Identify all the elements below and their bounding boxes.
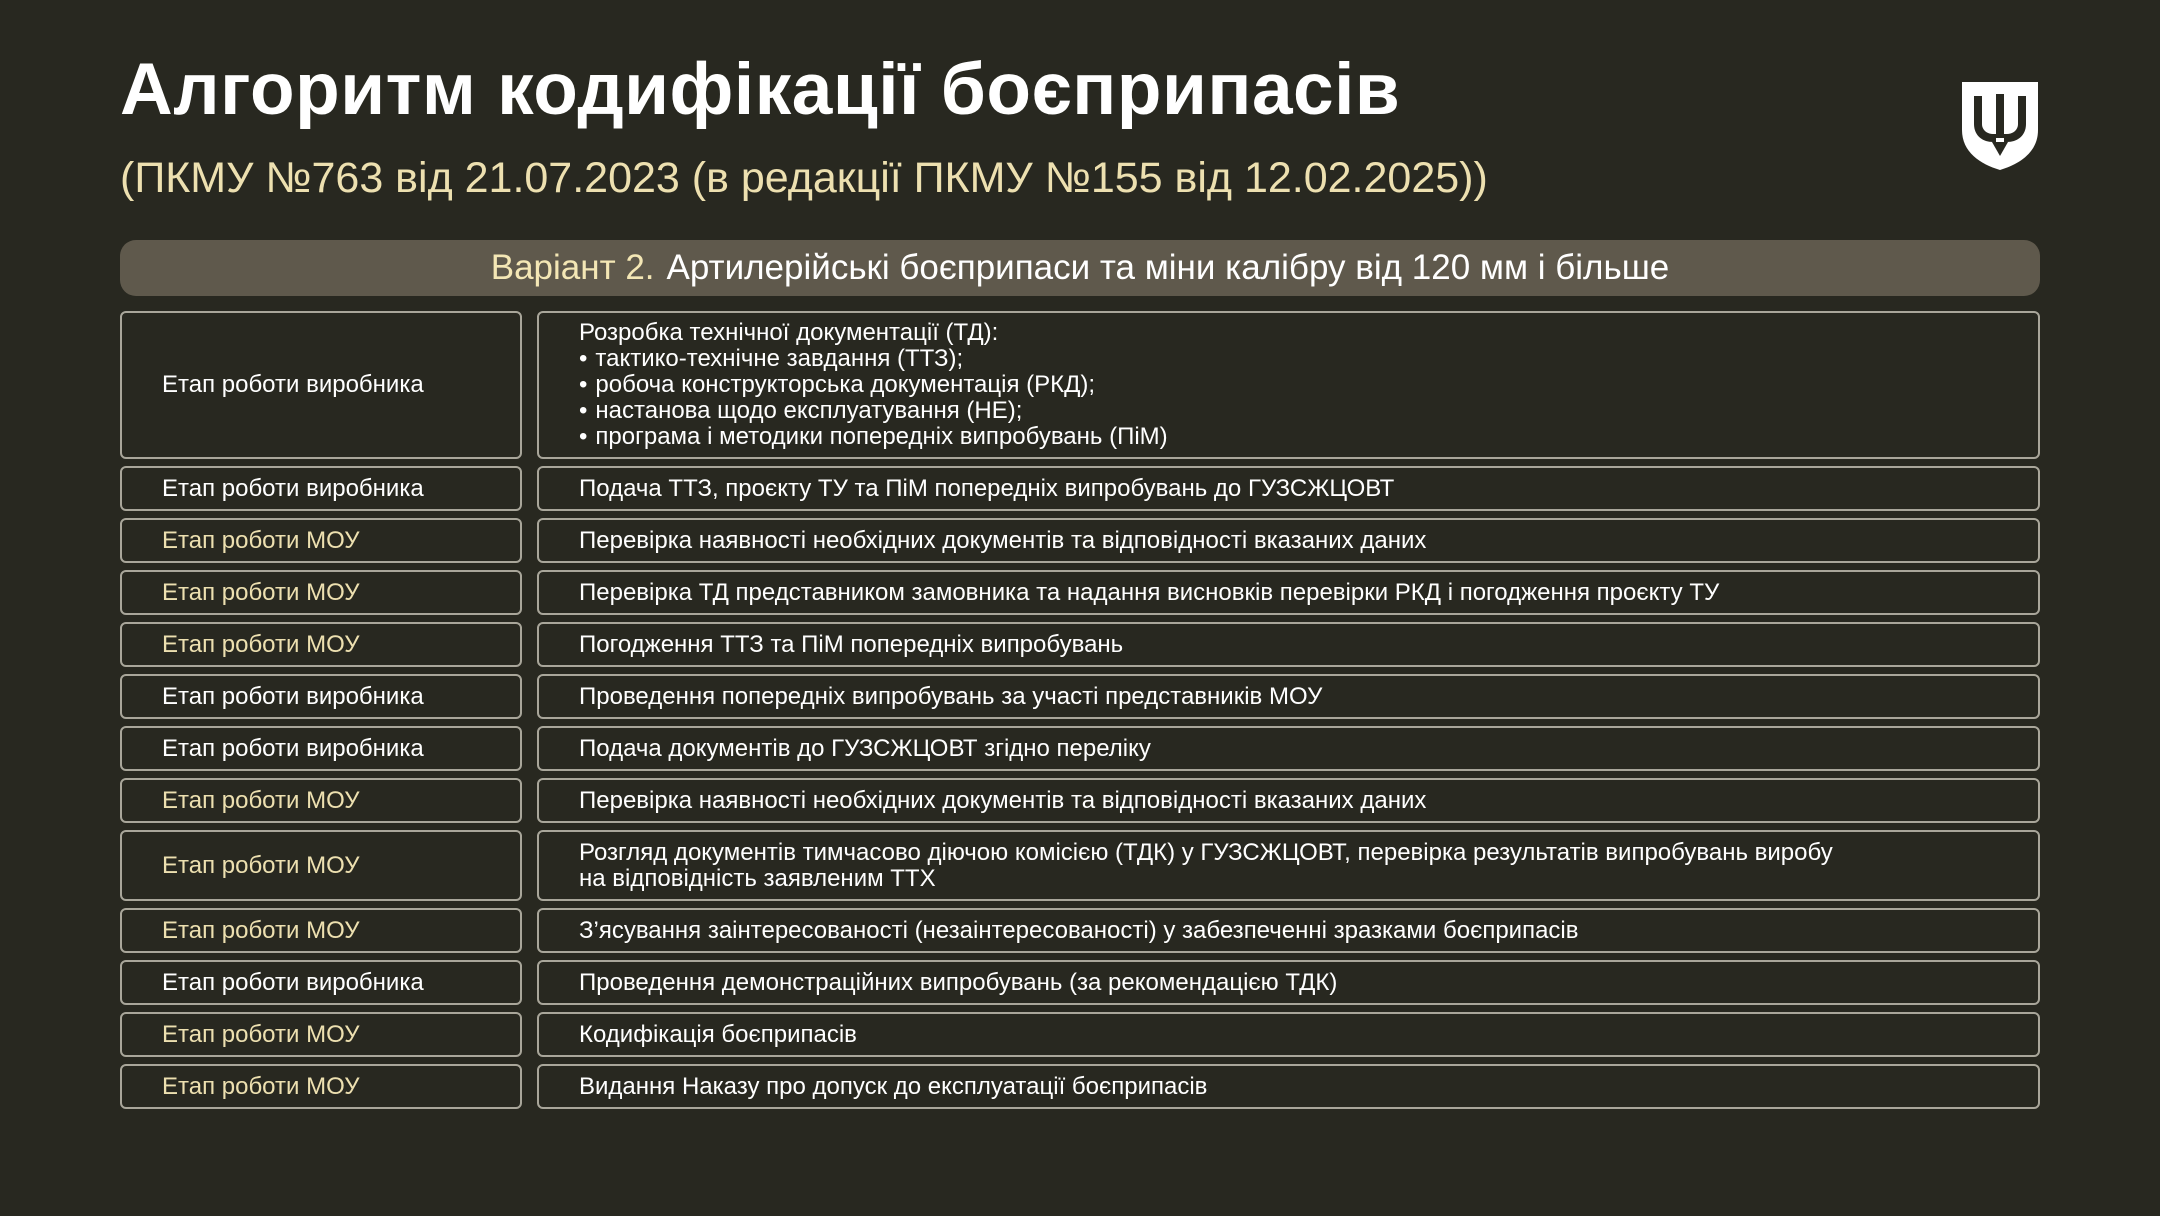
stage-cell: Етап роботи виробника — [120, 674, 522, 719]
stage-cell: Етап роботи МОУ — [120, 908, 522, 953]
table-row — [120, 1012, 2040, 1057]
description-cell: Перевірка наявності необхідних документів та відповідності вказаних даних — [537, 518, 2040, 563]
stage-cell: Етап роботи МОУ — [120, 570, 522, 615]
description-heading: Розробка технічної документації (ТД): — [579, 319, 999, 346]
table-row — [120, 311, 2040, 459]
stage-cell: Етап роботи МОУ — [120, 1012, 522, 1057]
stage-cell: Етап роботи МОУ — [120, 830, 522, 901]
description-cell: З’ясування заінтересованості (незаінтересованості) у забезпеченні зразками боєприпасів — [537, 908, 2040, 953]
bullet-item: • робоча конструкторська документація (РКД); — [579, 372, 1168, 398]
banner-title: Артилерійські боєприпаси та міни калібру від 120 мм і більше — [666, 248, 1670, 287]
page-title: Алгоритм кодифікації боєприпасів — [120, 49, 1401, 130]
description-cell: Перевірка наявності необхідних документів та відповідності вказаних даних — [537, 778, 2040, 823]
banner-variant-label: Варіант 2. — [490, 248, 655, 287]
bullet-item: • програма і методики попередніх випробувань (ПіМ) — [579, 424, 1168, 450]
stage-cell: Етап роботи виробника — [120, 960, 522, 1005]
table-row — [120, 674, 2040, 719]
description-cell: Видання Наказу про допуск до експлуатації боєприпасів — [537, 1064, 2040, 1109]
stage-cell: Етап роботи МОУ — [120, 778, 522, 823]
table-row — [120, 960, 2040, 1005]
description-cell: Кодифікація боєприпасів — [537, 1012, 2040, 1057]
table-row — [120, 1064, 2040, 1109]
stage-cell: Етап роботи виробника — [120, 311, 522, 459]
stage-cell: Етап роботи МОУ — [120, 518, 522, 563]
table-row — [120, 518, 2040, 563]
description-line: на відповідність заявленим ТТХ — [579, 864, 936, 892]
table-row — [120, 622, 2040, 667]
table-row — [120, 726, 2040, 771]
description-cell: Погодження ТТЗ та ПіМ попередніх випробувань — [537, 622, 2040, 667]
table-row — [120, 908, 2040, 953]
bullet-item: • тактико-технічне завдання (ТТЗ); — [579, 346, 1168, 372]
stage-cell: Етап роботи виробника — [120, 726, 522, 771]
bullet-item: • настанова щодо експлуатування (НЕ); — [579, 398, 1168, 424]
description-cell — [537, 830, 2040, 901]
page-subtitle: (ПКМУ №763 від 21.07.2023 (в редакції ПКМУ №155 від 12.02.2025)) — [120, 154, 1488, 202]
description-cell — [537, 311, 2040, 459]
description-cell: Проведення демонстраційних випробувань (за рекомендацією ТДК) — [537, 960, 2040, 1005]
table-row — [120, 778, 2040, 823]
description-cell: Перевірка ТД представником замовника та надання висновків перевірки РКД і погодження проєкту ТУ — [537, 570, 2040, 615]
table-row — [120, 570, 2040, 615]
description-cell: Подача ТТЗ, проєкту ТУ та ПіМ попередніх випробувань до ГУЗСЖЦОВТ — [537, 466, 2040, 511]
description-cell: Подача документів до ГУЗСЖЦОВТ згідно переліку — [537, 726, 2040, 771]
stage-cell: Етап роботи МОУ — [120, 622, 522, 667]
stage-cell: Етап роботи МОУ — [120, 1064, 522, 1109]
variant-banner — [120, 240, 2040, 296]
description-cell: Проведення попередніх випробувань за участі представників МОУ — [537, 674, 2040, 719]
stage-cell: Етап роботи виробника — [120, 466, 522, 511]
algorithm-table — [120, 311, 2040, 1116]
table-row — [120, 466, 2040, 511]
description-line: Розгляд документів тимчасово діючою комісією (ТДК) у ГУЗСЖЦОВТ, перевірка результатів випробувань виробу — [579, 838, 1833, 866]
trident-shield-icon — [1960, 80, 2040, 172]
table-row — [120, 830, 2040, 901]
